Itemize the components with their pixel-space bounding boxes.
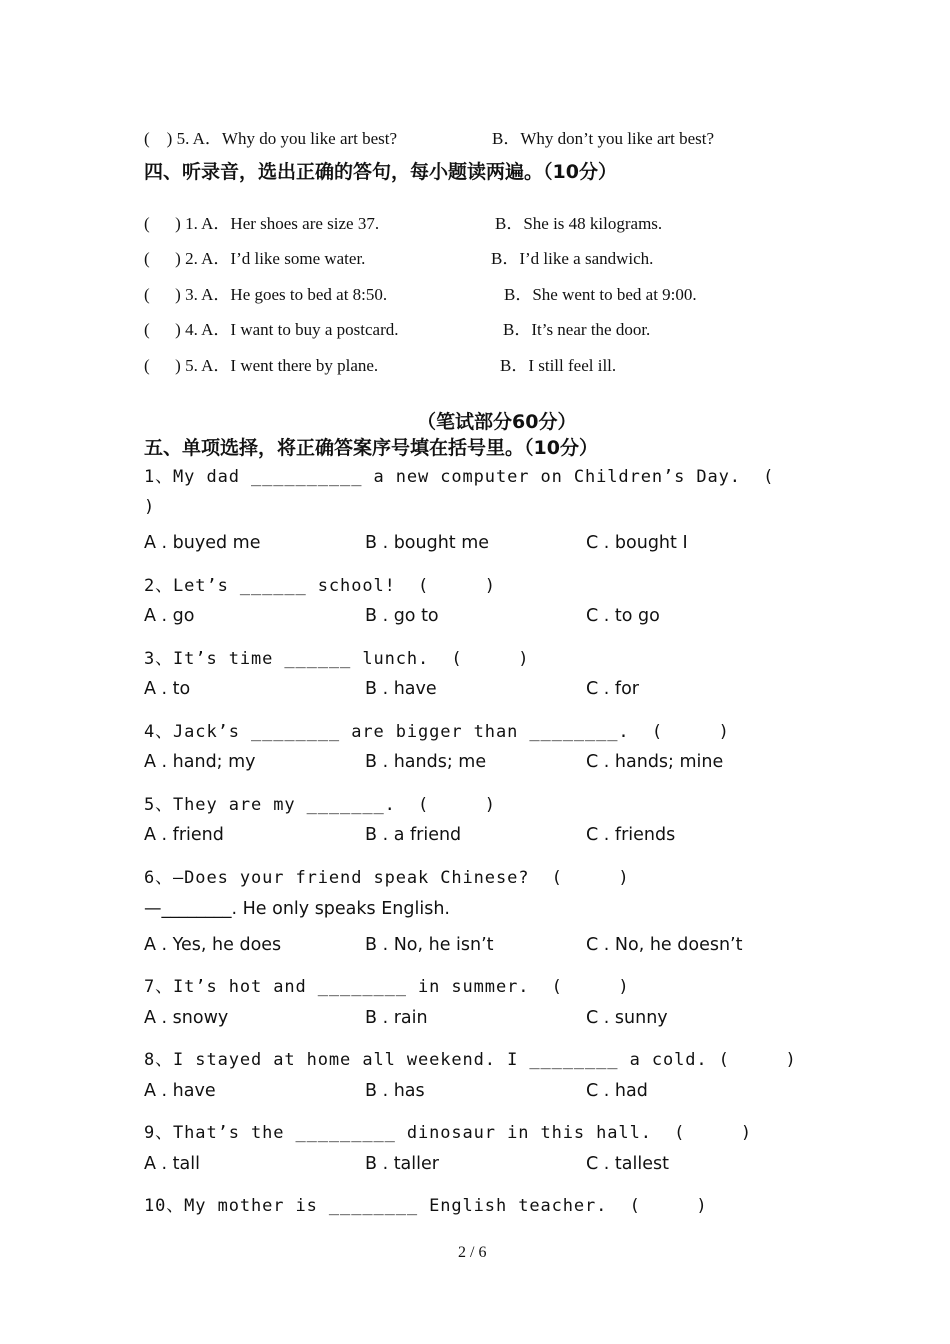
question-6-option-a: A . Yes, he does xyxy=(144,935,282,955)
question-6-response: —________. He only speaks English. xyxy=(144,899,450,919)
question-1-paren-close: ) xyxy=(144,497,156,517)
page-number: 2 / 6 xyxy=(458,1244,487,1261)
question-5: 5、They are my _______. ( ) xyxy=(144,795,496,815)
question-9: 9、That’s the _________ dinosaur in this hall. ( ) xyxy=(144,1123,753,1143)
question-8-option-b: B . has xyxy=(365,1081,425,1101)
list-item-option-b: B．It’s near the door. xyxy=(503,320,651,339)
question-1-option-b: B . bought me xyxy=(365,533,490,553)
question-9-option-b: B . taller xyxy=(365,1154,439,1174)
question-8-option-c: C . had xyxy=(586,1081,648,1101)
question-1-option-c: C . bought I xyxy=(586,533,688,553)
question-2-option-a: A . go xyxy=(144,606,195,626)
list-item: ( ) 2. A．I’d like some water. xyxy=(144,249,366,268)
question-5-option-a: A . friend xyxy=(144,825,224,845)
question-7-option-b: B . rain xyxy=(365,1008,428,1028)
question-3: 3、It’s time ______ lunch. ( ) xyxy=(144,649,530,669)
question-2-option-c: C . to go xyxy=(586,606,660,626)
question-3-option-b: B . have xyxy=(365,679,437,699)
question-6: 6、—Does your friend speak Chinese? ( ) xyxy=(144,868,630,888)
question-9-option-a: A . tall xyxy=(144,1154,200,1174)
question-8: 8、I stayed at home all weekend. I ________ a cold. ( ) xyxy=(144,1050,797,1070)
listening-item-5-prev-option-b: B．Why don’t you like art best? xyxy=(492,129,715,148)
question-10: 10、My mother is ________ English teacher. ( ) xyxy=(144,1196,708,1216)
list-item-option-b: B．She went to bed at 9:00. xyxy=(504,285,697,304)
question-2: 2、Let’s ______ school! ( ) xyxy=(144,576,496,596)
question-4-option-c: C . hands; mine xyxy=(586,752,724,772)
question-1-option-a: A . buyed me xyxy=(144,533,261,553)
question-3-option-c: C . for xyxy=(586,679,639,699)
listening-item-5-prev: ( ) 5. A．Why do you like art best? xyxy=(144,129,398,148)
question-9-option-c: C . tallest xyxy=(586,1154,669,1174)
written-part-heading: （笔试部分60分） xyxy=(417,411,577,433)
question-4-option-a: A . hand; my xyxy=(144,752,256,772)
question-5-option-c: C . friends xyxy=(586,825,676,845)
question-5-option-b: B . a friend xyxy=(365,825,462,845)
question-7: 7、It’s hot and ________ in summer. ( ) xyxy=(144,977,630,997)
list-item-option-b: B．She is 48 kilograms. xyxy=(495,214,663,233)
question-6-option-c: C . No, he doesn’t xyxy=(586,935,743,955)
list-item-option-b: B．I’d like a sandwich. xyxy=(491,249,654,268)
question-8-option-a: A . have xyxy=(144,1081,216,1101)
list-item-option-b: B．I still feel ill. xyxy=(500,356,617,375)
list-item: ( ) 5. A．I went there by plane. xyxy=(144,356,379,375)
question-7-option-c: C . sunny xyxy=(586,1008,668,1028)
question-4-option-b: B . hands; me xyxy=(365,752,487,772)
question-7-option-a: A . snowy xyxy=(144,1008,229,1028)
question-2-option-b: B . go to xyxy=(365,606,439,626)
list-item: ( ) 4. A．I want to buy a postcard. xyxy=(144,320,399,339)
section-5-title: 五、单项选择，将正确答案序号填在括号里。（10分） xyxy=(144,437,598,459)
question-3-option-a: A . to xyxy=(144,679,191,699)
section-4-title: 四、听录音，选出正确的答句，每小题读两遍。（10分） xyxy=(144,161,617,183)
list-item: ( ) 1. A．Her shoes are size 37. xyxy=(144,214,380,233)
question-1: 1、My dad __________ a new computer on Children’s Day. ( xyxy=(144,467,775,487)
list-item: ( ) 3. A．He goes to bed at 8:50. xyxy=(144,285,388,304)
question-6-option-b: B . No, he isn’t xyxy=(365,935,494,955)
question-4: 4、Jack’s ________ are bigger than ________. ( ) xyxy=(144,722,730,742)
